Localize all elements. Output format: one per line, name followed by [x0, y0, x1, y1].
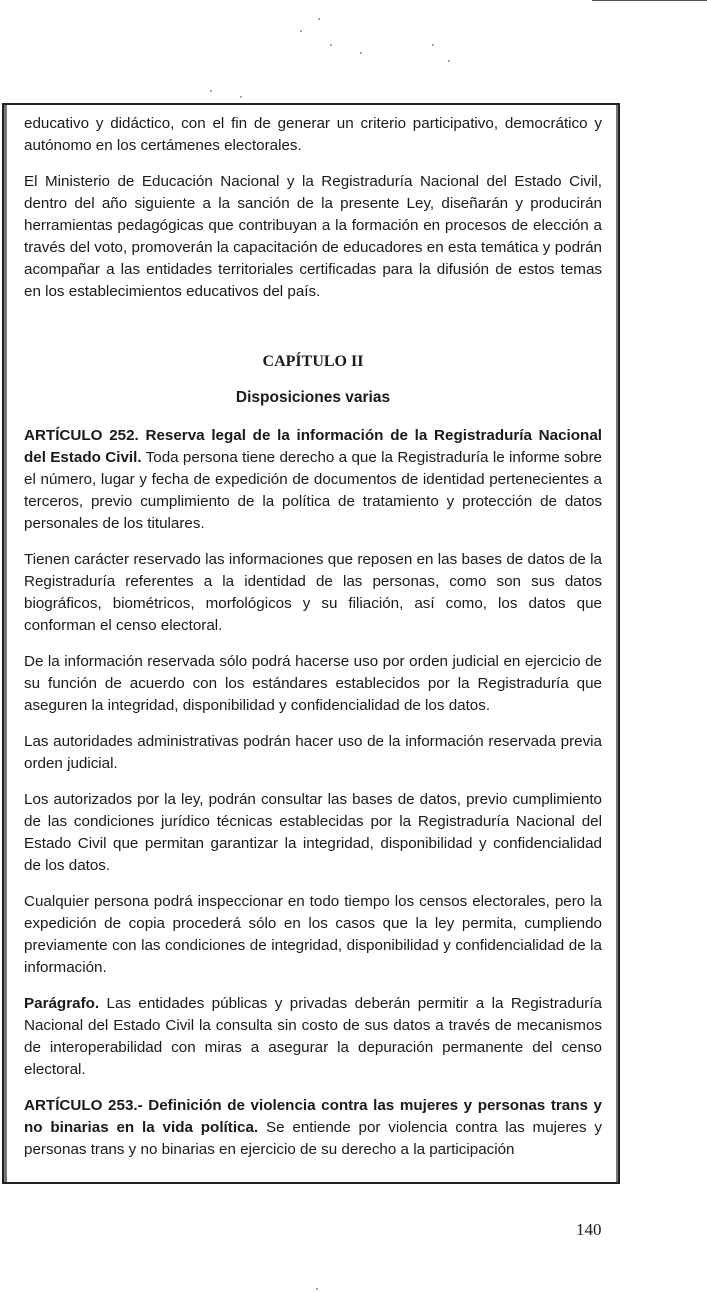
paragraph-orden-judicial: De la información reservada sólo podrá hacerse uso por orden judicial en ejercicio de su función de acuerdo con los estándares establecidos por la Registraduría que aseguren la integridad, disponibilidad y confidencialidad de los datos.	[24, 653, 602, 714]
article-253-body: Se entiende por violencia contra las mujeres y personas trans y no binarias en ejercicio de su derecho a la participación	[24, 1119, 602, 1158]
article-252	[24, 425, 602, 535]
article-253	[24, 1095, 602, 1161]
top-right-rule	[592, 0, 707, 1]
scan-speck	[240, 96, 242, 98]
scan-speck	[318, 18, 320, 20]
paragrafo-label: Parágrafo.	[24, 995, 100, 1012]
paragraph-autoridades: Las autoridades administrativas podrán hacer uso de la información reservada previa orden judicial.	[24, 733, 602, 772]
paragrafo-body: Las entidades públicas y privadas deberán permitir a la Registraduría Nacional del Estado Civil la consulta sin costo de sus datos a través de mecanismos de interoperabilidad con miras a asegurar la depuración permanente del censo electoral.	[24, 995, 602, 1078]
document-body	[24, 113, 602, 1175]
scan-speck	[330, 44, 332, 46]
scan-speck	[448, 60, 450, 62]
page-number: 140	[576, 1220, 602, 1239]
paragraph-ministerio: El Ministerio de Educación Nacional y la Registraduría Nacional del Estado Civil, dentro del año siguiente a la sanción de la presente Ley, diseñarán y producirán herramientas pedagógicas que contribuyan a la formación en procesos de elección a través del voto, promoverán la capacitación de educadores en esta temática y podrán acompañar a las entidades territoriales certificadas para la difusión de estos temas en los establecimientos educativos del país.	[24, 173, 602, 300]
article-252-heading: ARTÍCULO 252. Reserva legal de la información de la Registraduría Nacional del Estado Civil.	[24, 427, 602, 466]
paragraph-continuation: educativo y didáctico, con el fin de generar un criterio participativo, democrático y autónomo en los certámenes electorales.	[24, 115, 602, 154]
article-253-heading: ARTÍCULO 253.- Definición de violencia contra las mujeres y personas trans y no binarias en la vida política.	[24, 1097, 602, 1136]
scan-speck	[316, 1288, 318, 1290]
paragraph-reserva-datos: Tienen carácter reservado las informaciones que reposen en las bases de datos de la Registraduría referentes a la identidad de las personas, como son sus datos biográficos, biométricos, morfológicos y su filiación, así como, los datos que conforman el censo electoral.	[24, 551, 602, 634]
chapter-title: CAPÍTULO II	[262, 353, 364, 370]
paragrafo	[24, 993, 602, 1081]
chapter-subtitle: Disposiciones varias	[235, 389, 391, 406]
scan-speck	[432, 44, 434, 46]
paragraph-censos: Cualquier persona podrá inspeccionar en todo tiempo los censos electorales, pero la expedición de copia procederá sólo en los casos que la ley permita, cumpliendo previamente con las condiciones de integridad, disponibilidad y confidencialidad de la información.	[24, 893, 602, 976]
scan-speck	[210, 90, 212, 92]
paragraph-autorizados: Los autorizados por la ley, podrán consultar las bases de datos, previo cumplimiento de las condiciones jurídico técnicas establecidas por la Registraduría Nacional del Estado Civil que permitan garantizar la integridad, disponibilidad y confidencialidad de los datos.	[24, 791, 602, 874]
scan-speck	[300, 30, 302, 32]
article-252-body: Toda persona tiene derecho a que la Registraduría le informe sobre el número, lugar y fecha de expedición de documentos de identidad pertenecientes a terceros, previo cumplimiento de la política de tratamiento y protección de datos personales de los titulares.	[24, 449, 603, 532]
scan-speck	[360, 52, 362, 54]
